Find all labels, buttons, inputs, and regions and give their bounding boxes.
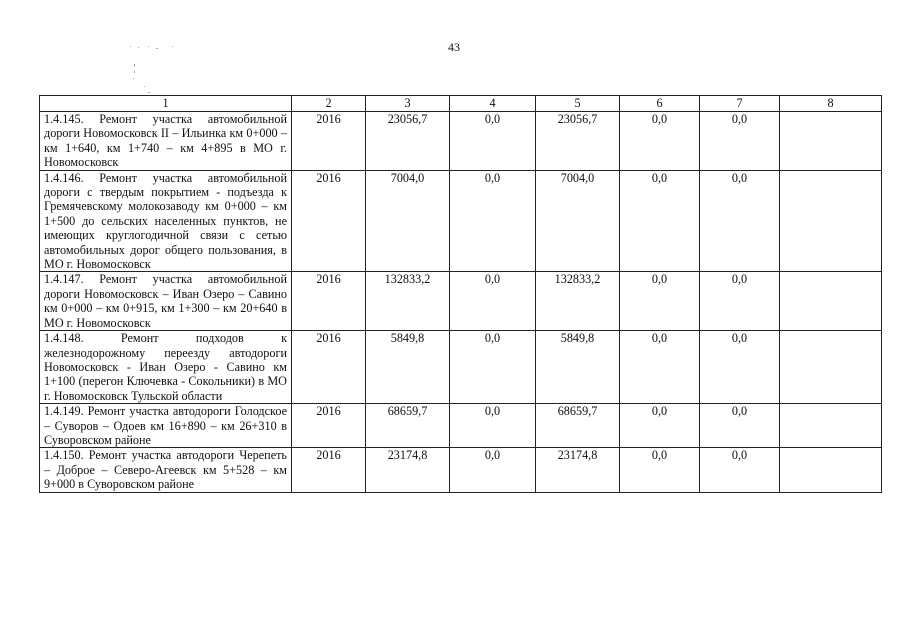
row-col5: 7004,0 (536, 170, 620, 272)
row-col8 (780, 404, 882, 448)
row-year: 2016 (292, 448, 366, 492)
row-total: 5849,8 (366, 331, 450, 404)
row-col4: 0,0 (450, 404, 536, 448)
row-col6: 0,0 (620, 448, 700, 492)
row-year: 2016 (292, 170, 366, 272)
row-col4: 0,0 (450, 112, 536, 171)
table-row (40, 448, 882, 492)
row-col7: 0,0 (700, 448, 780, 492)
table-row (40, 331, 882, 404)
row-total: 23056,7 (366, 112, 450, 171)
row-description: 1.4.147. Ремонт участка автомобильной дороги Новомосковск – Иван Озеро – Савино км 0+000 – км 0+915, км 1+300 – км 20+640 в МО г. Новомосковск (40, 272, 292, 331)
row-col8 (780, 448, 882, 492)
header-cell-7: 7 (700, 96, 780, 112)
row-col4: 0,0 (450, 331, 536, 404)
row-description: 1.4.146. Ремонт участка автомобильной дороги с твердым покрытием - подъезда к Гремячевскому молокозаводу км 0+000 – км 1+500 до сельских населенных пунктов, не имеющих круглогодичной связи с сетью автомобильных дорог общего пользования, в МО г. Новомосковск (40, 170, 292, 272)
header-cell-8: 8 (780, 96, 882, 112)
header-cell-4: 4 (450, 96, 536, 112)
row-year: 2016 (292, 404, 366, 448)
row-total: 68659,7 (366, 404, 450, 448)
row-col6: 0,0 (620, 272, 700, 331)
row-col5: 23056,7 (536, 112, 620, 171)
row-col7: 0,0 (700, 331, 780, 404)
row-col4: 0,0 (450, 448, 536, 492)
row-description: 1.4.150. Ремонт участка автодороги Черепеть – Доброе – Северо-Агеевск км 5+528 – км 9+000 в Суворовском районе (40, 448, 292, 492)
row-col5: 23174,8 (536, 448, 620, 492)
row-total: 132833,2 (366, 272, 450, 331)
table-row (40, 112, 882, 171)
row-col7: 0,0 (700, 272, 780, 331)
row-description: 1.4.148. Ремонт подходов к железнодорожному переезду автодороги Новомосковск - Иван Озеро - Савино км 1+100 (перегон Ключевка - Сокольники) в МО г. Новомосковск Тульской области (40, 331, 292, 404)
header-cell-5: 5 (536, 96, 620, 112)
row-col5: 5849,8 (536, 331, 620, 404)
table-row (40, 272, 882, 331)
row-description: 1.4.145. Ремонт участка автомобильной дороги Новомосковск II – Ильинка км 0+000 – км 1+640, км 1+740 – км 4+895 в МО г. Новомосковск (40, 112, 292, 171)
row-col6: 0,0 (620, 112, 700, 171)
header-cell-1: 1 (40, 96, 292, 112)
row-year: 2016 (292, 331, 366, 404)
header-row (40, 96, 882, 112)
page-number: 43 (448, 40, 460, 54)
row-total: 23174,8 (366, 448, 450, 492)
row-col8 (780, 272, 882, 331)
budget-table (39, 95, 882, 493)
row-col5: 68659,7 (536, 404, 620, 448)
row-col8 (780, 112, 882, 171)
table-row (40, 404, 882, 448)
table-row (40, 170, 882, 272)
row-year: 2016 (292, 112, 366, 171)
row-col6: 0,0 (620, 404, 700, 448)
header-cell-2: 2 (292, 96, 366, 112)
row-col7: 0,0 (700, 170, 780, 272)
row-col8 (780, 331, 882, 404)
row-col5: 132833,2 (536, 272, 620, 331)
row-col7: 0,0 (700, 404, 780, 448)
header-cell-6: 6 (620, 96, 700, 112)
row-total: 7004,0 (366, 170, 450, 272)
row-col4: 0,0 (450, 170, 536, 272)
row-col7: 0,0 (700, 112, 780, 171)
row-year: 2016 (292, 272, 366, 331)
row-col4: 0,0 (450, 272, 536, 331)
row-col6: 0,0 (620, 331, 700, 404)
row-description: 1.4.149. Ремонт участка автодороги Голодское – Суворов – Одоев км 16+890 – км 26+310 в Суворовском районе (40, 404, 292, 448)
row-col6: 0,0 (620, 170, 700, 272)
row-col8 (780, 170, 882, 272)
header-cell-3: 3 (366, 96, 450, 112)
